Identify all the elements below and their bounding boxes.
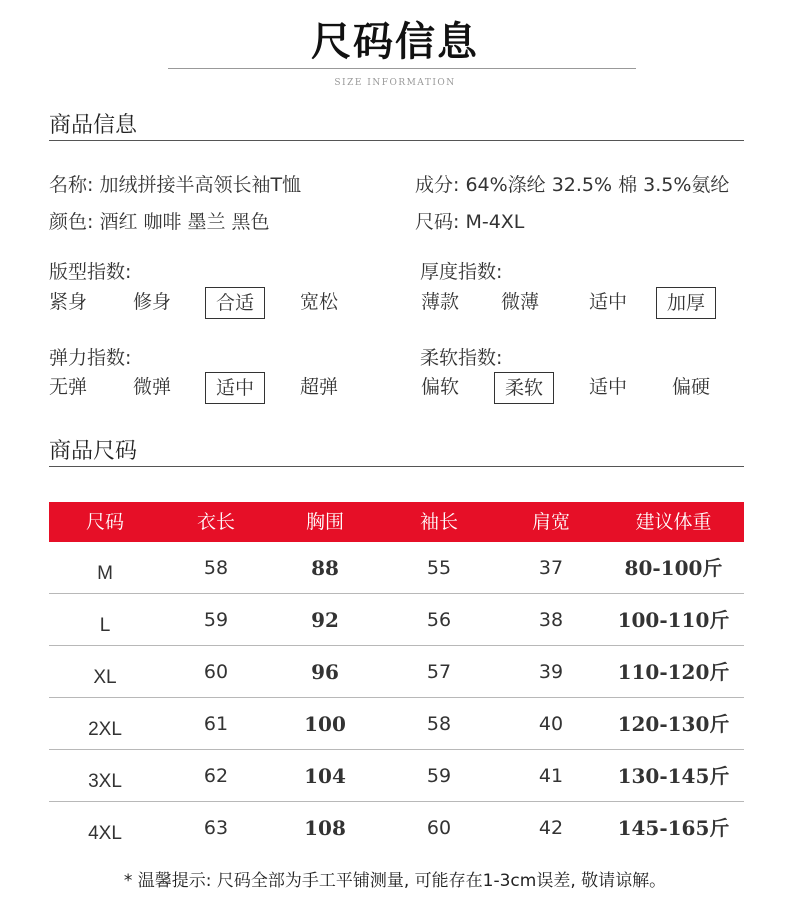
fit-index-label: 版型指数:: [49, 261, 132, 283]
fit-option-tight: 紧身: [48, 291, 87, 313]
softness-option-softer-selected: 柔软: [494, 372, 554, 404]
cell-chest: 92: [311, 608, 339, 632]
size-table: [49, 502, 744, 854]
size-table-divider: [49, 466, 744, 467]
col-header-length: 衣长: [196, 511, 235, 533]
cell-sleeve: 57: [426, 661, 452, 683]
cell-sleeve: 56: [426, 609, 452, 631]
col-header-sleeve: 袖长: [419, 511, 458, 533]
product-name: 名称: 加绒拼接半高领长袖T恤: [49, 174, 302, 196]
softness-option-soft: 偏软: [420, 376, 459, 398]
cell-sleeve: 55: [426, 557, 452, 579]
elasticity-option-super: 超弹: [299, 376, 338, 398]
elasticity-option-slight: 微弹: [132, 376, 171, 398]
elasticity-option-none: 无弹: [48, 376, 87, 398]
table-row: [49, 750, 744, 802]
col-header-size: 尺码: [85, 511, 124, 533]
table-row: [49, 698, 744, 750]
fit-option-regular-selected: 合适: [205, 287, 265, 319]
cell-length: 62: [203, 765, 229, 787]
col-header-shoulder: 肩宽: [531, 511, 570, 533]
cell-weight: 145-165斤: [617, 816, 730, 840]
product-composition: 成分: 64%涤纶 32.5% 棉 3.5%氨纶: [415, 174, 730, 196]
cell-weight: 80-100斤: [624, 556, 723, 580]
product-colors: 颜色: 酒红 咖啡 墨兰 黑色: [49, 211, 270, 233]
cell-length: 60: [203, 661, 229, 683]
product-sizes: 尺码: M-4XL: [415, 211, 525, 233]
cell-shoulder: 38: [538, 609, 564, 631]
cell-shoulder: 41: [538, 765, 564, 787]
softness-option-medium: 适中: [588, 376, 627, 398]
cell-length: 58: [203, 557, 229, 579]
cell-chest: 108: [304, 816, 346, 840]
cell-shoulder: 40: [538, 713, 564, 735]
thickness-option-slightly-thin: 微薄: [500, 291, 539, 313]
cell-shoulder: 42: [538, 817, 564, 839]
softness-index-label: 柔软指数:: [420, 347, 503, 369]
size-table-header: [49, 502, 744, 542]
col-header-chest: 胸围: [305, 511, 344, 533]
cell-weight: 110-120斤: [617, 660, 730, 684]
table-row: [49, 646, 744, 698]
thickness-option-thin: 薄款: [420, 291, 459, 313]
cell-sleeve: 58: [426, 713, 452, 735]
cell-size: 3XL: [88, 771, 122, 792]
fit-option-slim: 修身: [132, 291, 171, 313]
cell-weight: 100-110斤: [617, 608, 730, 632]
table-row: [49, 802, 744, 854]
cell-chest: 104: [304, 764, 346, 788]
table-row: [49, 542, 744, 594]
product-info-divider: [49, 140, 744, 141]
cell-weight: 120-130斤: [617, 712, 730, 736]
thickness-index-label: 厚度指数:: [420, 261, 503, 283]
page-title: 尺码信息: [311, 19, 479, 65]
cell-size: M: [97, 563, 113, 584]
thickness-option-thick-selected: 加厚: [656, 287, 716, 319]
product-info-heading: 商品信息: [49, 113, 138, 138]
softness-option-hard: 偏硬: [671, 376, 710, 398]
measurement-note: * 温馨提示: 尺码全部为手工平铺测量, 可能存在1-3cm误差, 敬请谅解。: [123, 871, 667, 891]
page-subtitle: SIZE INFORMATION: [334, 78, 456, 88]
cell-chest: 96: [311, 660, 339, 684]
cell-size: L: [99, 615, 111, 636]
cell-size: XL: [93, 667, 117, 688]
size-table-heading: 商品尺码: [49, 439, 138, 464]
cell-shoulder: 39: [538, 661, 564, 683]
thickness-option-medium: 适中: [588, 291, 627, 313]
cell-length: 59: [203, 609, 229, 631]
cell-chest: 88: [311, 556, 339, 580]
fit-option-loose: 宽松: [299, 291, 338, 313]
cell-shoulder: 37: [538, 557, 564, 579]
cell-chest: 100: [304, 712, 346, 736]
cell-sleeve: 60: [426, 817, 452, 839]
title-divider: [168, 68, 636, 69]
elasticity-option-medium-selected: 适中: [205, 372, 265, 404]
cell-length: 63: [203, 817, 229, 839]
cell-size: 4XL: [88, 823, 122, 844]
cell-size: 2XL: [88, 719, 122, 740]
cell-weight: 130-145斤: [617, 764, 730, 788]
cell-length: 61: [203, 713, 229, 735]
table-row: [49, 594, 744, 646]
cell-sleeve: 59: [426, 765, 452, 787]
col-header-weight: 建议体重: [635, 511, 712, 533]
elasticity-index-label: 弹力指数:: [49, 347, 132, 369]
